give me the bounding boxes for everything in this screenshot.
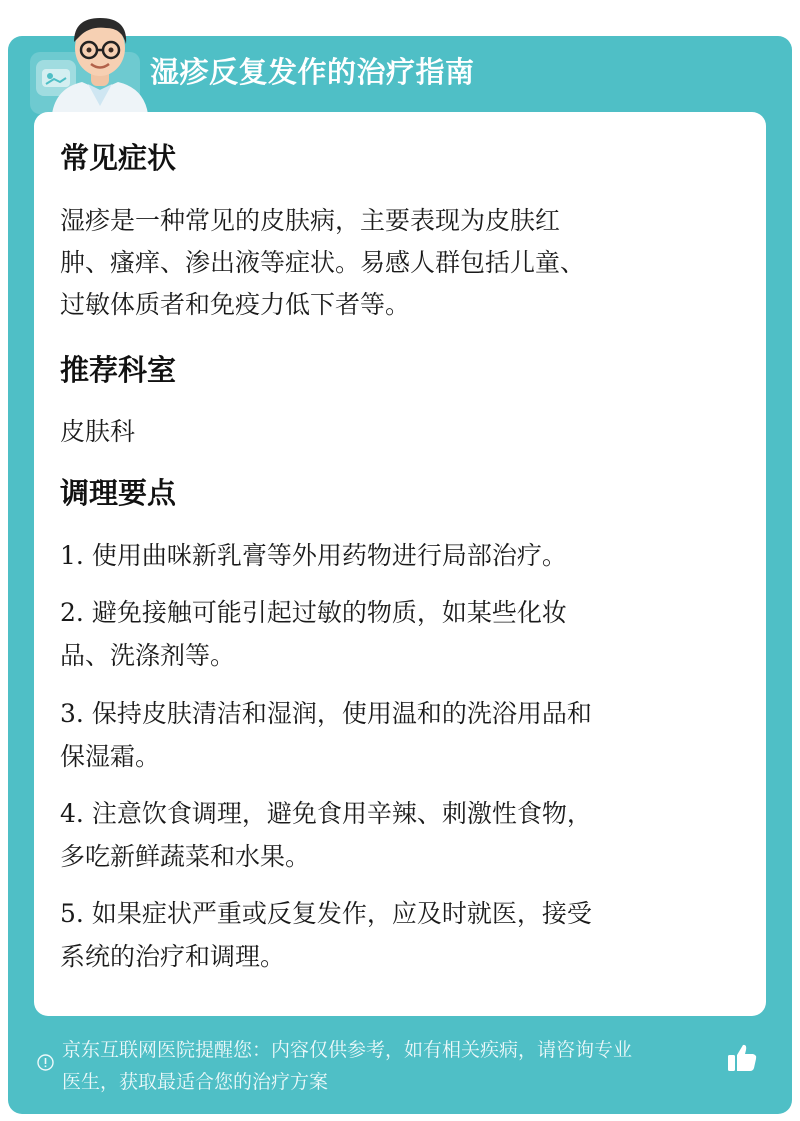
footer-disclaimer xyxy=(62,1034,730,1098)
list-item xyxy=(60,591,740,677)
list-item-number: 5. xyxy=(60,899,84,928)
list-item-line: 保湿霜。 xyxy=(60,742,161,771)
content-card xyxy=(34,112,766,1016)
list-item-number: 3. xyxy=(60,699,84,728)
symptoms-line: 湿疹是一种常见的皮肤病，主要表现为皮肤红 xyxy=(60,206,561,235)
list-item xyxy=(60,534,740,577)
footer-line: 医生，获取最适合您的治疗方案 xyxy=(62,1071,329,1093)
page-title: 湿疹反复发作的治疗指南 xyxy=(150,55,475,89)
list-item xyxy=(60,692,740,778)
list-item-line: 注意饮食调理，避免食用辛辣、刺激性食物， xyxy=(91,799,592,828)
thumbs-up-icon[interactable] xyxy=(724,1040,760,1076)
department-heading: 推荐科室 xyxy=(60,353,177,387)
list-item-line: 品、洗涤剂等。 xyxy=(60,641,236,670)
department-value: 皮肤科 xyxy=(60,417,136,446)
list-item-line: 使用曲咪新乳膏等外用药物进行局部治疗。 xyxy=(91,541,567,570)
symptoms-heading: 常见症状 xyxy=(60,141,177,175)
list-item-number: 2. xyxy=(60,598,84,627)
symptoms-line: 过敏体质者和免疫力低下者等。 xyxy=(60,290,411,319)
list-item-line: 多吃新鲜蔬菜和水果。 xyxy=(60,842,311,871)
info-icon xyxy=(37,1054,54,1071)
care-heading: 调理要点 xyxy=(60,476,177,510)
symptoms-text xyxy=(60,200,710,326)
list-item-line: 保持皮肤清洁和湿润，使用温和的洗浴用品和 xyxy=(91,699,592,728)
symptoms-line: 肿、瘙痒、渗出液等症状。易感人群包括儿童、 xyxy=(60,248,586,277)
list-item-line: 避免接触可能引起过敏的物质，如某些化妆 xyxy=(91,598,567,627)
list-item-line: 系统的治疗和调理。 xyxy=(60,942,286,971)
list-item-line: 如果症状严重或反复发作，应及时就医，接受 xyxy=(91,899,592,928)
list-item-number: 1. xyxy=(60,541,84,570)
footer-line: 京东互联网医院提醒您：内容仅供参考，如有相关疾病，请咨询专业 xyxy=(62,1039,633,1061)
list-item xyxy=(60,892,740,978)
list-item-number: 4. xyxy=(60,799,84,828)
doctor-avatar xyxy=(44,6,156,114)
list-item xyxy=(60,792,740,878)
